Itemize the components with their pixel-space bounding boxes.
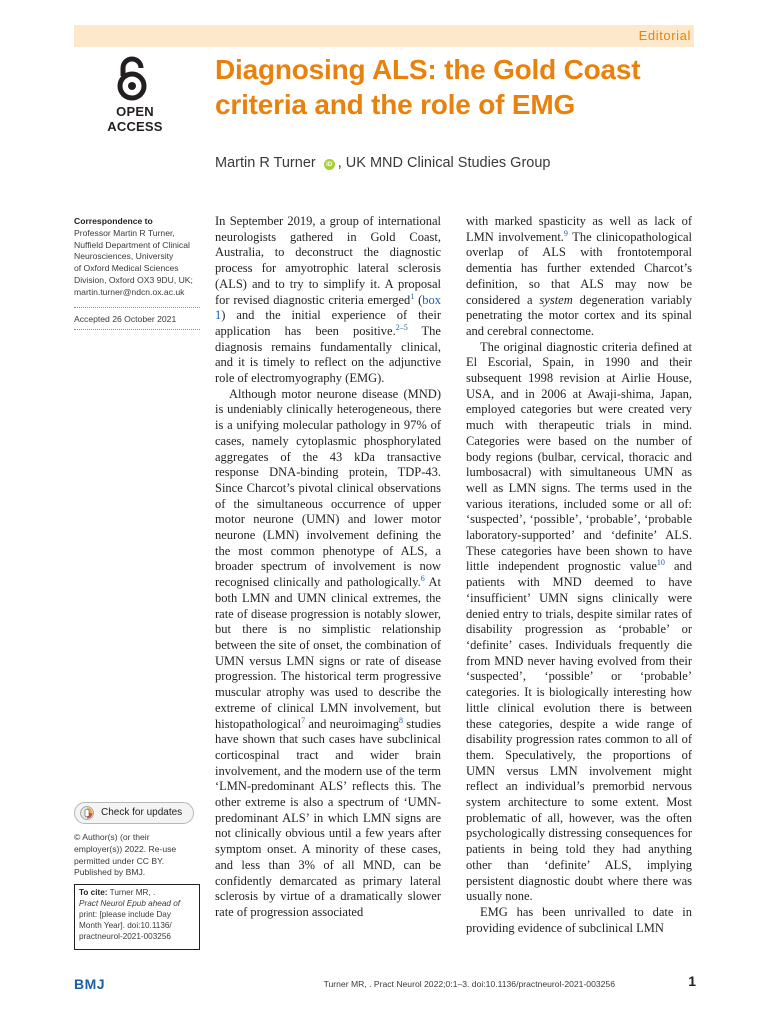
body-column-1 [215,214,441,921]
correspondence-line: Neurosciences, University [74,251,174,262]
text: and neuroimaging [305,716,400,731]
author-name[interactable]: Martin R Turner [215,155,316,171]
orcid-icon[interactable]: iD [324,159,335,170]
text: At both LMN and UMN clinical extremes, the rate of disease progression is notably slower, but there is no simplistic relationship between the site of onset, the combination of UMN versus LMN signs or rate of disease progression. The historical term progressive muscular atrophy was used to describe the extreme of clinical LMN involvement, but histopathological [215,575,441,731]
open-access-label: OPEN ACCESS [107,104,163,134]
section-label: Editorial [638,28,691,43]
paragraph [215,387,441,921]
bmj-logo: BMJ [74,976,106,992]
paragraph [215,214,441,387]
citation-ref[interactable]: 10 [656,558,665,568]
sidebar-divider [74,329,200,330]
text: ) and the initial experience of their application has been positive. [215,308,441,338]
to-cite-box [74,884,200,950]
text: with marked spasticity as well as lack of LMN involvement. [466,214,692,244]
author-line [215,155,685,171]
to-cite-heading: To cite: [79,888,108,897]
to-cite-line: Turner MR, . [109,888,156,897]
article-title: Diagnosing ALS: the Gold Coast criteria and the role of EMG [215,54,641,120]
check-for-updates-button[interactable] [74,802,194,824]
license-line: © Author(s) (or their [74,832,150,842]
license-line: permitted under CC BY. [74,855,165,866]
correspondence-email[interactable]: martin.turner@ndcn.ox.ac.uk [74,286,185,297]
citation-ref[interactable]: 9 [563,228,568,238]
to-cite-line: Month Year]. doi:10.1136/ [79,921,172,930]
to-cite-line: Pract Neurol Epub ahead of [79,899,181,908]
license-line: employer(s)) 2022. Re-use [74,843,177,854]
text: degeneration variably penetrating the motor cortex and its spinal and cerebral connectome. [466,292,692,338]
text: In September 2019, a group of international neurologists gathered in Gold Coast, Australia, to deconstruct the diagnostic process for amyotrophic lateral sclerosis (ALS) and to try to simplify it. A proposal for revised diagnostic criteria emerged [215,214,441,307]
author-group: , UK MND Clinical Studies Group [337,155,551,171]
correspondence-block [74,216,200,299]
check-updates-label: Check for updates [101,807,183,818]
emphasis: system [539,292,573,307]
correspondence-line: Professor Martin R Turner, [74,227,175,238]
correspondence-heading: Correspondence to [74,216,153,226]
correspondence-line: Nuffield Department of Clinical [74,239,190,250]
citation-ref[interactable]: 6 [420,574,425,584]
text: The clinicopathological overlap of ALS with frontotemporal dementia has further extended Charcot’s definition, so that ALS may now be considered a [466,229,692,307]
citation-ref[interactable]: 1 [410,291,415,301]
footer-citation: Turner MR, . Pract Neurol 2022;0:1–3. doi:10.1136/practneurol-2021-003256 [323,979,615,989]
to-cite-doi[interactable]: practneurol-2021-003256 [79,932,171,941]
sidebar-divider [74,307,200,308]
open-access-lock-icon [110,56,154,102]
paragraph [466,214,692,340]
accepted-date: Accepted 26 October 2021 [74,314,177,324]
correspondence-line: Division, Oxford OX3 9DU, UK; [74,274,193,285]
section-band [74,25,694,47]
text: The diagnosis remains fundamentally clinical, and it is timely to reflect on the adjunctive role of electromyography (EMG). [215,323,441,386]
correspondence-line: of Oxford Medical Sciences [74,263,179,274]
citation-ref[interactable]: 8 [399,715,404,725]
license-block [74,832,200,879]
paragraph [466,340,692,905]
text: The original diagnostic criteria defined at El Escorial, Spain, in 1990 and their subsequent 1998 revision at Airlie House, USA, and in 2006 at Awaji-shima, Japan, employed categories but were created very much with therapeutic trials in mind. Categories were based on the number of body regions (bulbar, cervical, thoracic and lumbosacral) with simultaneous UMN as well as LMN signs. The terms used in the various iterations, included some or all of: ‘suspected’, ‘possible’, ‘probable’, ‘probable laboratory-supported’ and ‘definite’ ALS. These categories have been shown to have little independent prognostic value [466,339,692,574]
body-column-2 [466,214,692,936]
text: Although motor neurone disease (MND) is undeniably clinically heterogeneous, there is a unifying molecular pathology in 97% of cases, namely cytoplasmic phosphorylated aggregates of the 43 kDa transactive response DNA-binding protein, TDP-43. Since Charcot’s pivotal clinical observations of the simultaneous occurrence of upper motor neurone (UMN) and lower motor neurone (LMN) involvement defining the the most common phenotype of ALS, a broader spectrum of involvement is now recognised clinically and pathologically. [215,386,441,590]
text: studies have shown that such cases have subclinical corticospinal tract and wider brain involvement, and the modern use of the term ‘LMN-predominant ALS’ reflects this. The other extreme is also a spectrum of ‘UMN-predominant ALS’ in which LMN signs are not clinically obvious until a few years after symptom onset. A minority of these cases, and less than 3% of all MND, can be confidently demarcated as primary lateral sclerosis by virtue of a dramatically slower rate of progression associated [215,716,441,919]
check-updates-icon [80,806,94,820]
paragraph: EMG has been unrivalled to date in providing evidence of subclinical LMN [466,904,692,935]
to-cite-line: print: [please include Day [79,910,171,919]
text: ( [414,292,423,307]
license-line: Published by BMJ. [74,867,146,878]
text: and patients with MND deemed to have ‘insufficient’ UMN signs clinically were denied entry to trials, despite similar rates of disability progression as ‘probable’ or ‘definite’ cases. Individuals frequently die from MND never having evolved from their ‘suspected’, ‘possible’ or ‘probable’ categories. It is biologically interesting how little clinical evolution there is between these categories, despite a wide range of disability progression rates common to all of them. Speculatively, the proportions of UMN versus LMN involvement might reflect an individual’s premorbid nervous system architecture to some extent. Most problematic of all, however, was the often psychologically distressing consequences for patients in being told they had anything other than ‘definite’ ALS, implying persistent diagnostic doubt where there was usually none. [466,559,692,904]
page-number: 1 [688,973,696,989]
citation-ref[interactable]: 2–5 [395,322,408,332]
citation-ref[interactable]: 7 [301,715,306,725]
box-1-link[interactable]: box 1 [215,292,441,323]
